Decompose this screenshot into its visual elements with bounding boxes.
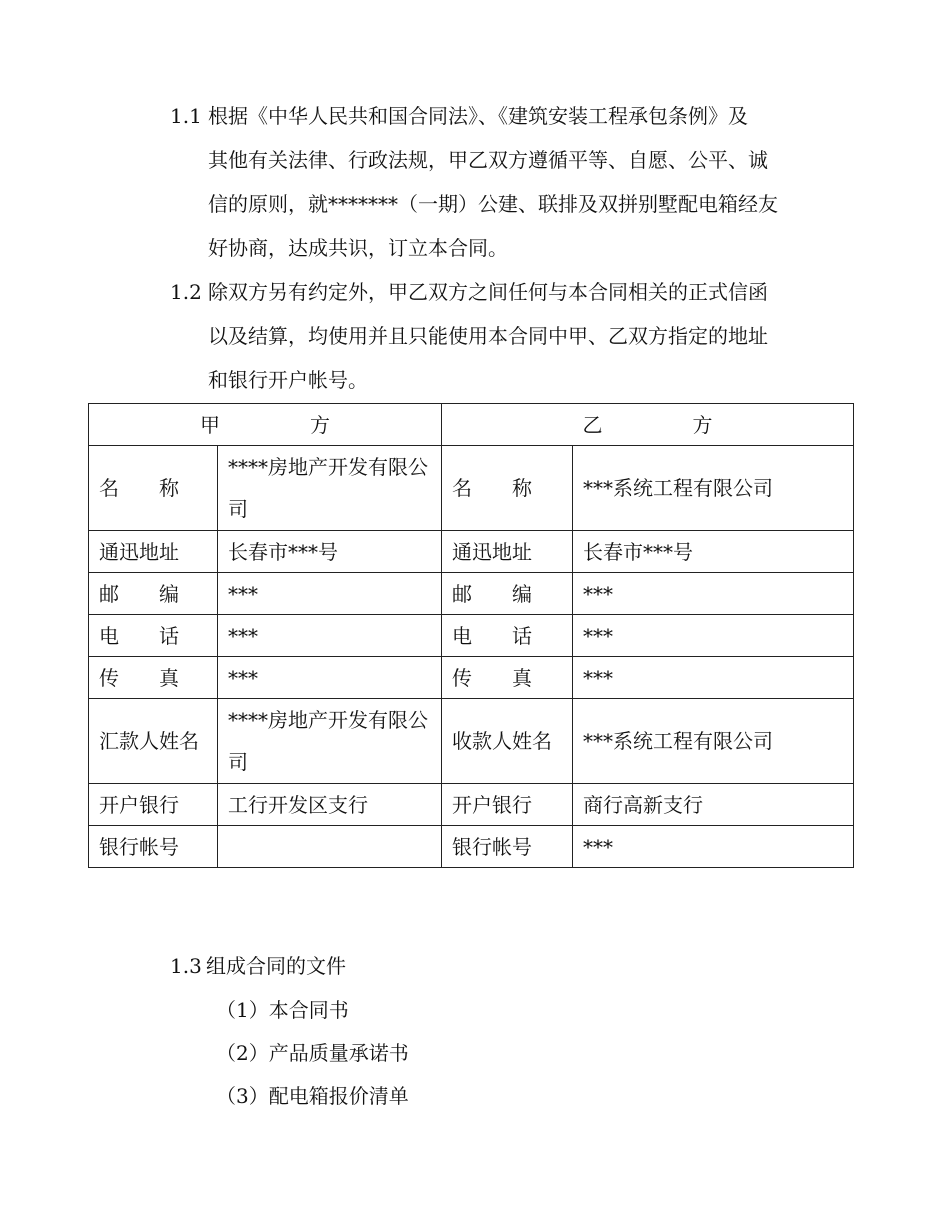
value-cell: *** [218,573,442,615]
value-cell: *** [218,615,442,657]
value-cell: ***系统工程有限公司 [573,446,854,531]
value-cell: 长春市***号 [218,531,442,573]
label-cell: 名 称 [89,446,218,531]
label-cell: 汇款人姓名 [89,699,218,784]
label-cell: 邮 编 [442,573,573,615]
paragraph-line: 和银行开户帐号。 [208,368,368,392]
section-number: 1.2 [170,280,202,304]
value-cell: ****房地产开发有限公司 [218,446,442,531]
label-cell: 邮 编 [89,573,218,615]
value-cell: ***系统工程有限公司 [573,699,854,784]
paragraph-line: 除双方另有约定外，甲乙双方之间任何与本合同相关的正式信函 [208,280,768,304]
table-header-row [89,404,854,446]
value-cell [218,826,442,868]
header-char: 乙 [582,412,603,437]
label-cell: 电 话 [442,615,573,657]
list-item: （3）配电箱报价清单 [216,1084,409,1108]
header-char: 方 [310,412,330,437]
value-cell: 长春市***号 [573,531,854,573]
table-row [89,573,854,615]
value-cell: *** [573,657,854,699]
party-b-header [442,404,854,446]
table-row [89,657,854,699]
value-cell: *** [573,573,854,615]
paragraph-line: 好协商，达成共识，订立本合同。 [208,236,508,260]
label-cell: 开户银行 [442,784,573,826]
value-cell: *** [573,826,854,868]
label-cell: 通迅地址 [442,531,573,573]
label-cell: 名 称 [442,446,573,531]
header-char: 方 [692,412,713,437]
value-cell: *** [218,657,442,699]
value-cell: *** [573,615,854,657]
label-cell: 传 真 [442,657,573,699]
value-cell: 商行高新支行 [573,784,854,826]
list-item: （1）本合同书 [216,998,349,1022]
paragraph-line: 以及结算，均使用并且只能使用本合同中甲、乙双方指定的地址 [208,324,768,348]
section-title: 组成合同的文件 [206,954,346,978]
party-info-table [88,403,854,868]
label-cell: 银行帐号 [442,826,573,868]
section-number: 1.3 [170,954,202,978]
table-row [89,784,854,826]
value-cell: 工行开发区支行 [218,784,442,826]
paragraph-line: 其他有关法律、行政法规，甲乙双方遵循平等、自愿、公平、诚 [208,148,768,172]
header-char: 甲 [200,412,220,437]
label-cell: 传 真 [89,657,218,699]
table-row [89,615,854,657]
section-number: 1.1 [170,104,202,128]
table-row [89,531,854,573]
label-cell: 收款人姓名 [442,699,573,784]
party-a-header [89,404,442,446]
table-row [89,826,854,868]
table-row [89,699,854,784]
paragraph-line: 信的原则，就*******（一期）公建、联排及双拼别墅配电箱经友 [208,192,778,216]
label-cell: 通迅地址 [89,531,218,573]
value-cell: ****房地产开发有限公司 [218,699,442,784]
table-row [89,446,854,531]
label-cell: 开户银行 [89,784,218,826]
list-item: （2）产品质量承诺书 [216,1041,409,1065]
label-cell: 银行帐号 [89,826,218,868]
label-cell: 电 话 [89,615,218,657]
paragraph-line: 根据《中华人民共和国合同法》、《建筑安装工程承包条例》及 [208,104,748,128]
